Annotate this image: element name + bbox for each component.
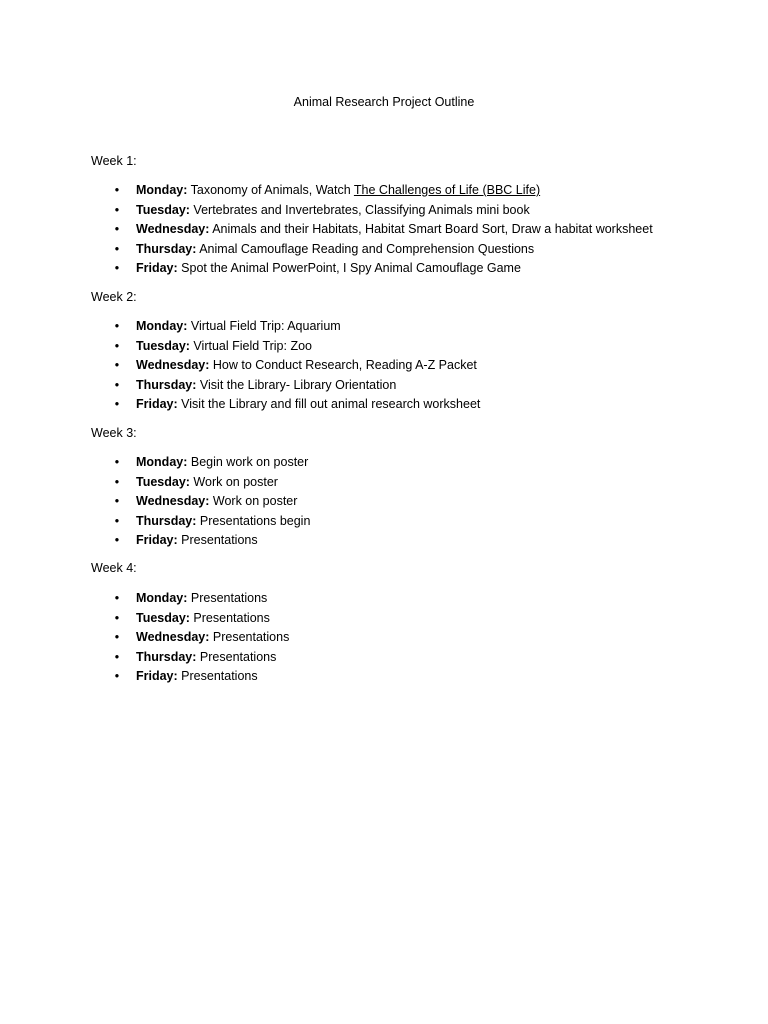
day-description: Virtual Field Trip: Aquarium — [187, 319, 341, 333]
bullet-icon: • — [114, 319, 120, 333]
bullet-icon: • — [114, 610, 120, 625]
day-description: Spot the Animal PowerPoint, I Spy Animal Camouflage Game — [177, 261, 521, 275]
day-description: Presentations — [189, 610, 270, 625]
bullet-icon: • — [114, 455, 120, 469]
day-description: Work on poster — [209, 494, 298, 508]
day-description: Presentations — [196, 649, 277, 664]
day-label: Monday: — [136, 319, 188, 333]
day-label: Friday: — [136, 397, 178, 411]
video-link[interactable]: The Challenges of Life (BBC Life) — [353, 183, 541, 197]
day-label: Friday: — [136, 669, 178, 683]
day-description: Presentations begin — [196, 513, 311, 528]
day-label: Wednesday: — [136, 494, 210, 508]
day-label: Wednesday: — [136, 222, 210, 236]
day-label: Tuesday: — [136, 610, 190, 625]
day-label: Monday: — [136, 455, 188, 469]
day-description: Presentations — [209, 630, 290, 644]
day-description: How to Conduct Research, Reading A-Z Packet — [209, 358, 477, 372]
week-2-heading: Week 2: — [91, 290, 137, 304]
day-description: Visit the Library and fill out animal research worksheet — [177, 397, 481, 411]
bullet-icon: • — [114, 241, 120, 256]
week-4-heading: Week 4: — [91, 561, 137, 575]
day-description: Begin work on poster — [187, 455, 309, 469]
bullet-icon: • — [114, 591, 120, 605]
bullet-icon: • — [114, 202, 120, 217]
bullet-icon: • — [114, 222, 120, 236]
bullet-icon: • — [114, 494, 120, 508]
day-label: Tuesday: — [136, 338, 190, 353]
page-title: Animal Research Project Outline — [293, 95, 475, 109]
day-label: Wednesday: — [136, 630, 210, 644]
day-label: Tuesday: — [136, 202, 190, 217]
day-label: Wednesday: — [136, 358, 210, 372]
bullet-icon: • — [114, 358, 120, 372]
day-description: Taxonomy of Animals, Watch — [187, 183, 354, 197]
day-label: Monday: — [136, 183, 188, 197]
bullet-icon: • — [114, 669, 120, 683]
bullet-icon: • — [114, 649, 120, 664]
bullet-icon: • — [114, 533, 120, 547]
bullet-icon: • — [114, 474, 120, 489]
week-1-heading: Week 1: — [91, 154, 137, 168]
week-3-heading: Week 3: — [91, 426, 137, 440]
day-label: Tuesday: — [136, 474, 190, 489]
day-label: Thursday: — [136, 513, 197, 528]
day-label: Thursday: — [136, 241, 197, 256]
bullet-icon: • — [114, 338, 120, 353]
day-description: Animals and their Habitats, Habitat Smart Board Sort, Draw a habitat worksheet — [209, 222, 653, 236]
day-description: Work on poster — [189, 474, 278, 489]
bullet-icon: • — [114, 183, 120, 197]
day-label: Friday: — [136, 261, 178, 275]
day-description: Presentations — [187, 591, 268, 605]
bullet-icon: • — [114, 377, 120, 392]
day-label: Thursday: — [136, 377, 197, 392]
day-description: Presentations — [177, 533, 258, 547]
day-description: Visit the Library- Library Orientation — [196, 377, 397, 392]
day-description: Virtual Field Trip: Zoo — [189, 338, 312, 353]
day-label: Friday: — [136, 533, 178, 547]
bullet-icon: • — [114, 630, 120, 644]
bullet-icon: • — [114, 513, 120, 528]
bullet-icon: • — [114, 397, 120, 411]
bullet-icon: • — [114, 261, 120, 275]
day-description: Animal Camouflage Reading and Comprehension Questions — [196, 241, 535, 256]
day-label: Monday: — [136, 591, 188, 605]
day-description: Presentations — [177, 669, 258, 683]
day-description: Vertebrates and Invertebrates, Classifying Animals mini book — [189, 202, 530, 217]
day-label: Thursday: — [136, 649, 197, 664]
